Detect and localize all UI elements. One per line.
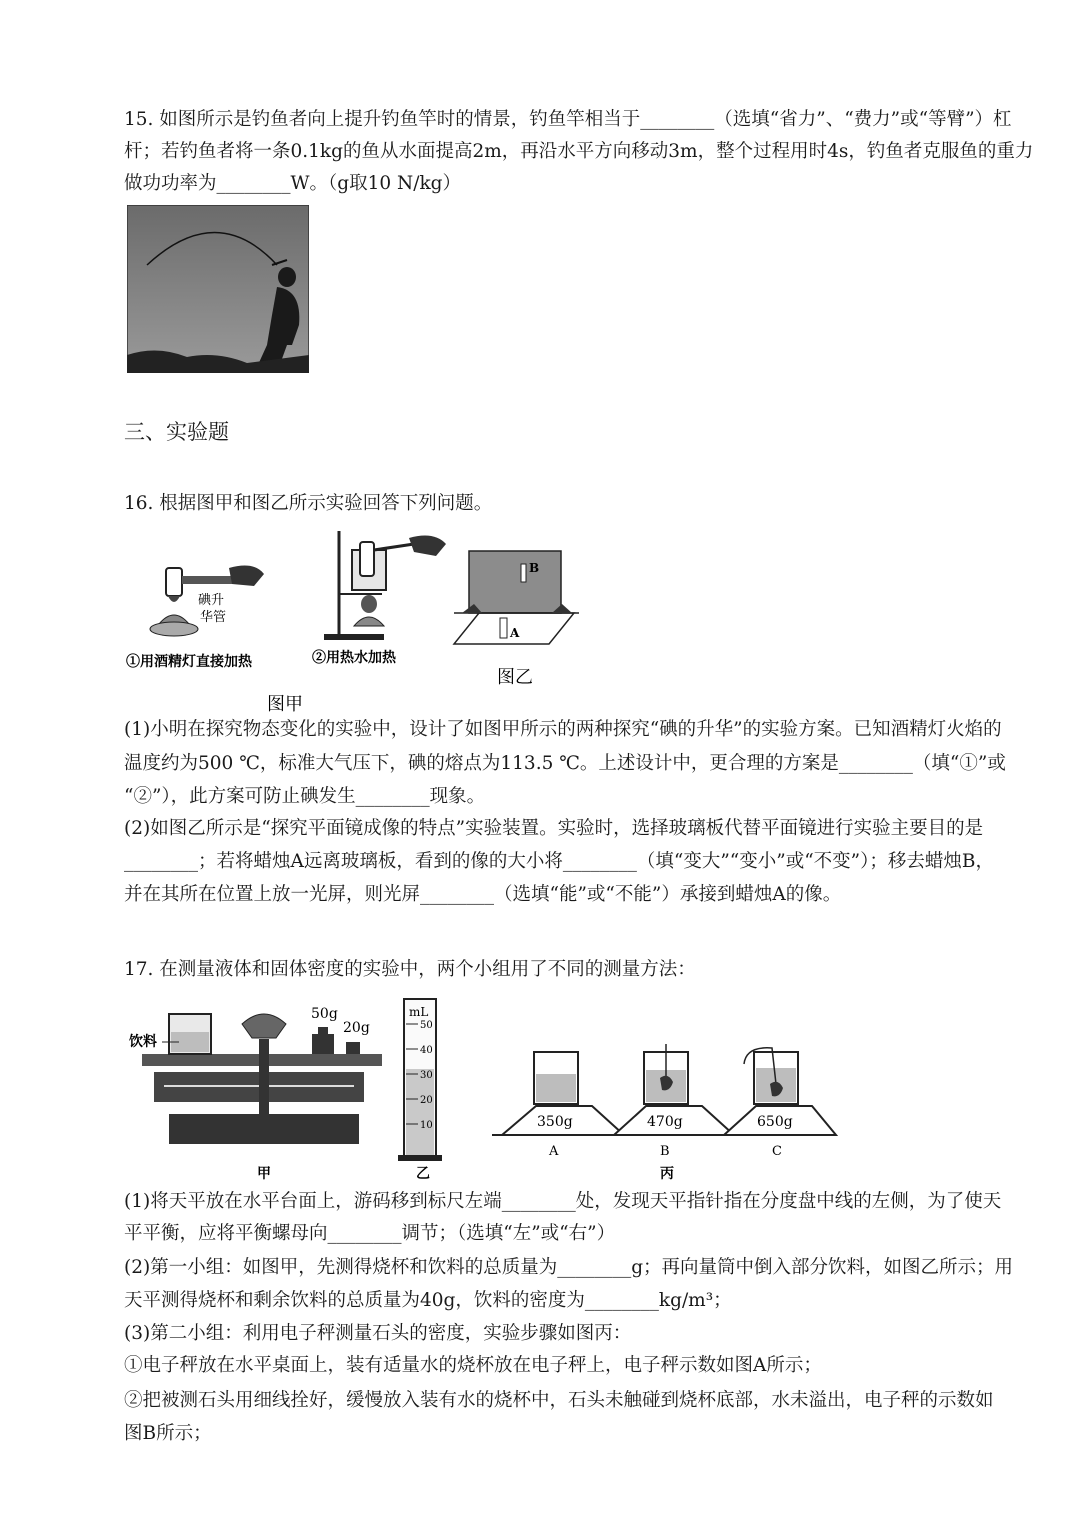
fishing-photo — [127, 205, 309, 373]
q17-line-2: 平平衡，应将平衡螺母向________调节；（选填“左”或“右”） — [124, 1223, 616, 1244]
q16-stem: 16. 根据图甲和图乙所示实验回答下列问题。 — [124, 493, 493, 514]
q16-line-1: (1)小明在探究物态变化的实验中，设计了如图甲所示的两种探究“碘的升华”的实验方案。已知酒精灯火焰的 — [124, 719, 1002, 740]
q16-figure — [124, 526, 584, 716]
measuring-cylinder — [398, 999, 442, 1182]
caption-jia: 甲 — [257, 1166, 271, 1182]
scale-a — [502, 1052, 624, 1159]
q17-line-5: (3)第二小组：利用电子秤测量石头的密度，实验步骤如图丙： — [124, 1323, 632, 1344]
tube-label-line1: 碘升 — [198, 593, 225, 608]
label-a: A — [549, 1144, 559, 1159]
q16-line-5: ________；若将蜡烛A远离玻璃板，看到的像的大小将________（填“变大”“变小”或“不变”）；移去蜡烛B， — [124, 851, 994, 872]
setup-water-heating — [312, 531, 446, 666]
scale-c-reading: 650g — [757, 1114, 793, 1130]
label-c: C — [772, 1144, 782, 1159]
drink-label: 饮料 — [129, 1034, 157, 1050]
scale-c — [724, 1048, 836, 1159]
tick-30: 30 — [420, 1070, 433, 1081]
q17-line-8: 图B所示； — [124, 1423, 212, 1444]
section-title: 三、实验题 — [124, 420, 229, 444]
caption-setup-2: ②用热水加热 — [312, 650, 396, 666]
scale-a-reading: 350g — [537, 1114, 573, 1130]
setup-direct-heating — [126, 566, 264, 670]
caption-yi: 乙 — [416, 1166, 430, 1182]
q17-line-1: (1)将天平放在水平台面上，游码移到标尺左端________处，发现天平指针指在分度盘中线的左侧，为了使天 — [124, 1191, 1002, 1212]
q17-line-7: ②把被测石头用细线拴好，缓慢放入装有水的烧杯中，石头未触碰到烧杯底部，水未溢出，电子秤的示数如 — [124, 1390, 994, 1411]
caption-bing: 丙 — [660, 1166, 674, 1182]
label-b: B — [660, 1144, 670, 1159]
tick-20: 20 — [420, 1095, 433, 1106]
candle-a-label: A — [510, 626, 520, 640]
q17-stem: 17. 在测量液体和固体密度的实验中，两个小组用了不同的测量方法： — [124, 959, 696, 980]
caption-setup-1: ①用酒精灯直接加热 — [126, 654, 252, 670]
weight-20g: 20g — [343, 1020, 370, 1036]
scale-b-reading: 470g — [647, 1114, 683, 1130]
balance-figure — [129, 1006, 382, 1182]
weight-50g: 50g — [311, 1006, 338, 1022]
q17-line-3: (2)第一小组：如图甲，先测得烧杯和饮料的总质量为________g；再向量筒中倒入部分饮料，如图乙所示；用 — [124, 1257, 1014, 1278]
electronic-scales — [492, 1044, 836, 1182]
tick-40: 40 — [420, 1045, 433, 1056]
q17-figure — [124, 994, 844, 1194]
scale-b — [614, 1044, 734, 1159]
q16-line-3: “②”），此方案可防止碘发生________现象。 — [124, 786, 486, 807]
q17-line-6: ①电子秤放在水平桌面上，装有适量水的烧杯放在电子秤上，电子秤示数如图A所示； — [124, 1355, 822, 1376]
candle-b-label: B — [529, 561, 540, 575]
tick-10: 10 — [420, 1120, 433, 1131]
caption-fig-jia: 图甲 — [267, 694, 303, 715]
q16-line-4: (2)如图乙所示是“探究平面镜成像的特点”实验装置。实验时，选择玻璃板代替平面镜进行实验主要目的是 — [124, 818, 984, 839]
caption-fig-yi: 图乙 — [497, 667, 533, 688]
q17-line-4: 天平测得烧杯和剩余饮料的总质量为40g，饮料的密度为________kg/m³； — [124, 1290, 732, 1311]
cylinder-unit: mL — [409, 1005, 429, 1019]
q15-line-2: 杆；若钓鱼者将一条0.1kg的鱼从水面提高2m，再沿水平方向移动3m，整个过程用时4s，钓鱼者克服鱼的重力 — [124, 141, 1034, 162]
q15-line-1: 15. 如图所示是钓鱼者向上提升钓鱼竿时的情景，钓鱼竿相当于________（选填“省力”、“费力”或“等臂”）杠 — [124, 109, 1012, 130]
mirror-setup — [454, 551, 579, 688]
q15-line-3: 做功功率为________W。（g取10 N/kg） — [124, 173, 462, 194]
tick-50: 50 — [420, 1020, 433, 1031]
tube-label-line2: 华管 — [200, 610, 227, 625]
q16-line-2: 温度约为500 ℃，标准大气压下，碘的熔点为113.5 ℃。上述设计中，更合理的方案是________（填“①”或 — [124, 753, 1006, 774]
q16-line-6: 并在其所在位置上放一光屏，则光屏________（选填“能”或“不能”）承接到蜡烛A的像。 — [124, 884, 842, 905]
